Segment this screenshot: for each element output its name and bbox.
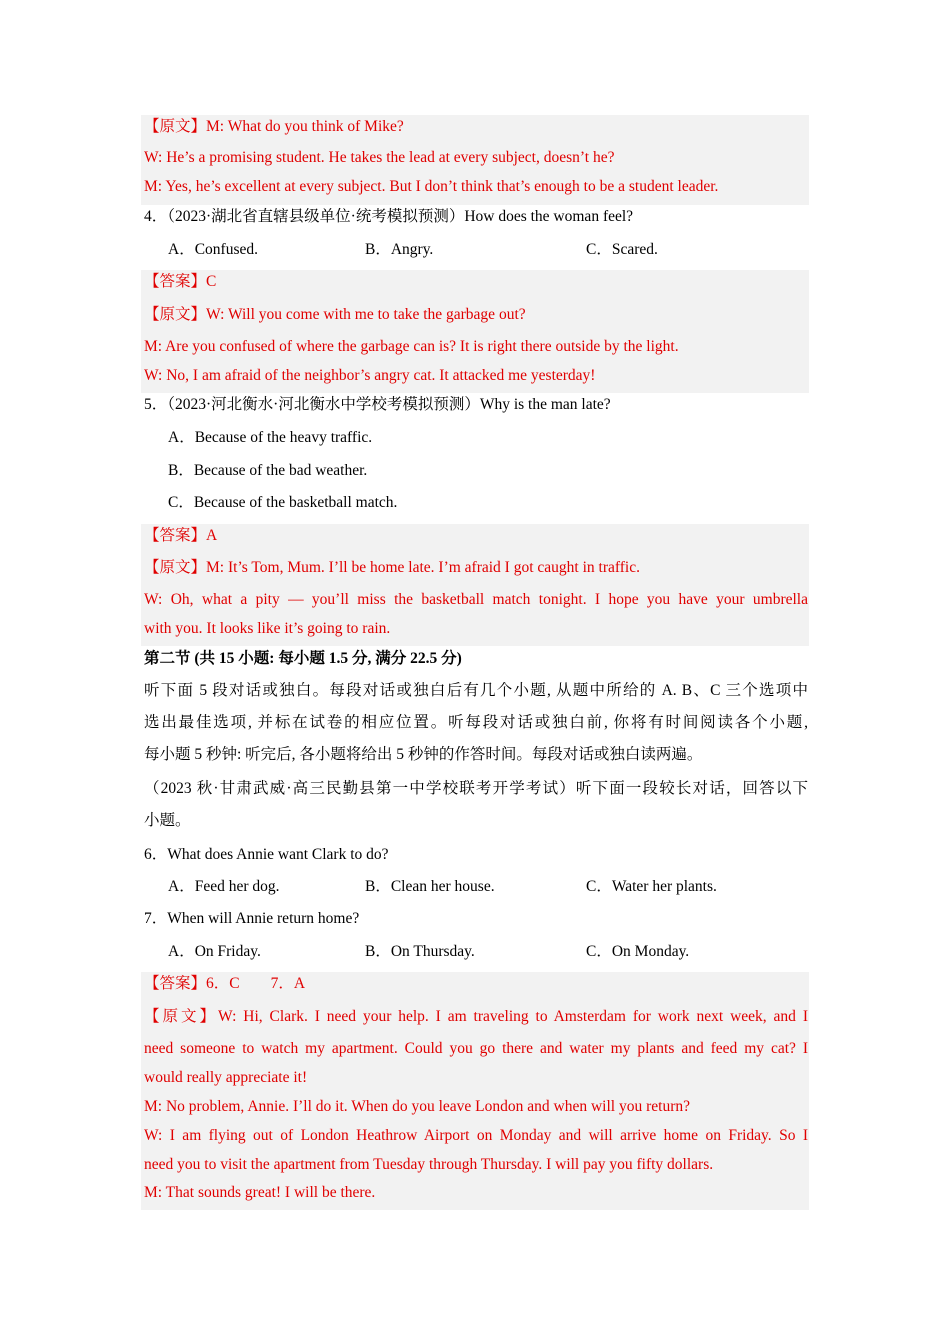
answer-value: C <box>206 273 217 290</box>
transcript-line: need someone to watch my apartment. Could you go there and water my plants and feed my cat? I <box>144 1040 808 1057</box>
transcript-label: 【原文】 <box>144 306 207 323</box>
q5-option-a: A．Because of the heavy traffic. <box>168 429 373 446</box>
answer-value: A <box>206 527 218 544</box>
passage-source-line: （2023 秋·甘肃武威·高三民勤县第一中学校联考开学考试）听下面一段较长对话，回答以下 <box>144 780 808 797</box>
transcript-line: M: Are you confused of where the garbage can is? It is right there outside by the light. <box>144 338 679 355</box>
q7-option-b: B．On Thursday. <box>365 943 475 960</box>
q4-option-b: B．Angry. <box>365 241 434 258</box>
q6-option-b: B．Clean her house. <box>365 878 495 895</box>
transcript-line: W: No, I am afraid of the neighbor’s angry cat. It attacked me yesterday! <box>144 367 596 384</box>
transcript-line: W: He’s a promising student. He takes the lead at every subject, doesn’t he? <box>144 149 615 166</box>
answer-label: 【答案】 <box>144 975 207 992</box>
transcript-line: would really appreciate it! <box>144 1069 308 1086</box>
answer-value: 6．C 7．A <box>206 975 306 992</box>
transcript-line <box>144 305 808 325</box>
instructions-line: 听下面 5 段对话或独白。每段对话或独白后有几个小题, 从题中所给的 A. B、C 三个选项中 <box>144 682 808 699</box>
question-6-stem: 6．What does Annie want Clark to do? <box>144 846 389 863</box>
answer-label: 【答案】 <box>144 273 207 290</box>
transcript-line <box>144 1007 808 1027</box>
question-7-stem: 7．When will Annie return home? <box>144 910 360 927</box>
transcript-line: M: Yes, he’s excellent at every subject. But I don’t think that’s enough to be a student leader. <box>144 178 719 195</box>
question-4-stem: 4．（2023·湖北省直辖县级单位·统考模拟预测）How does the woman feel? <box>144 208 634 225</box>
transcript-line <box>144 117 808 137</box>
section-heading: 第二节 (共 15 小题: 每小题 1.5 分, 满分 22.5 分) <box>144 650 462 667</box>
q4-option-a: A．Confused. <box>168 241 258 258</box>
transcript-line <box>144 558 808 578</box>
transcript-text: W: Will you come with me to take the garbage out? <box>206 306 526 323</box>
q7-option-a: A．On Friday. <box>168 943 261 960</box>
question-5-stem: 5．（2023·河北衡水·河北衡水中学校考模拟预测）Why is the man late? <box>144 396 611 413</box>
transcript-line: with you. It looks like it’s going to rain. <box>144 620 391 637</box>
answer-line <box>144 974 808 994</box>
answer-label: 【答案】 <box>144 527 207 544</box>
transcript-label: 【原文】 <box>144 559 207 576</box>
passage-source-line: 小题。 <box>144 812 191 829</box>
transcript-line: M: No problem, Annie. I’ll do it. When do you leave London and when will you return? <box>144 1098 690 1115</box>
answer-line <box>144 272 808 292</box>
q6-option-c: C．Water her plants. <box>586 878 717 895</box>
transcript-text: W: Hi, Clark. I need your help. I am traveling to Amsterdam for work next week, and I <box>218 1008 808 1025</box>
q5-option-c: C．Because of the basketball match. <box>168 494 398 511</box>
transcript-text: M: It’s Tom, Mum. I’ll be home late. I’m afraid I got caught in traffic. <box>206 559 640 576</box>
instructions-line: 每小题 5 秒钟: 听完后, 各小题将给出 5 秒钟的作答时间。每段对话或独白读两遍。 <box>144 746 703 763</box>
q5-option-b: B．Because of the bad weather. <box>168 462 368 479</box>
transcript-label: 【原文】 <box>144 118 207 135</box>
transcript-line: W: Oh, what a pity — you’ll miss the basketball match tonight. I hope you have your umbrella <box>144 591 808 608</box>
transcript-label: 【原文】 <box>144 1008 219 1025</box>
transcript-line: W: I am flying out of London Heathrow Airport on Monday and will arrive home on Friday. So I <box>144 1127 808 1144</box>
q4-option-c: C．Scared. <box>586 241 658 258</box>
transcript-line: M: That sounds great! I will be there. <box>144 1184 376 1201</box>
transcript-line: need you to visit the apartment from Tuesday through Thursday. I will pay you fifty dollars. <box>144 1156 714 1173</box>
transcript-text: M: What do you think of Mike? <box>206 118 404 135</box>
instructions-line: 选出最佳选项, 并标在试卷的相应位置。听每段对话或独白前, 你将有时间阅读各个小题, <box>144 714 808 731</box>
q7-option-c: C．On Monday. <box>586 943 690 960</box>
q6-option-a: A．Feed her dog. <box>168 878 280 895</box>
answer-line <box>144 526 808 546</box>
